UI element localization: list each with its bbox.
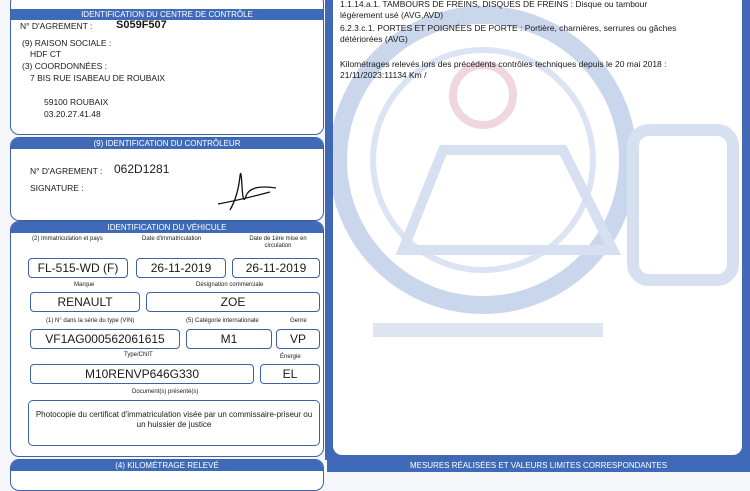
defect-line-3: 6.2.3.c.1. PORTES ET POIGNÉES DE PORTE : Portière, charnières, serrures ou gâches bbox=[340, 23, 677, 33]
documents-value: Photocopie du certificat d'immatriculation visée par un commissaire-priseur ou un huissier de justice bbox=[35, 410, 313, 429]
centre-agrement-value: S059F507 bbox=[116, 19, 167, 31]
marque-field: RENAULT bbox=[30, 292, 140, 312]
immat-field: FL-515-WD (F) bbox=[28, 258, 128, 278]
defect-line-1: 1.1.14.a.1. TAMBOURS DE FREINS, DISQUES DE FREINS : Disque ou tambour bbox=[340, 0, 648, 9]
date-mise-field: 26-11-2019 bbox=[232, 258, 320, 278]
controleur-header: (9) IDENTIFICATION DU CONTRÔLEUR bbox=[11, 138, 323, 149]
type-label: Type/CNIT bbox=[124, 352, 153, 358]
centre-header: IDENTIFICATION DU CENTRE DE CONTRÔLE bbox=[11, 9, 323, 20]
date-mise-label: Date de 1ère mise en circulation bbox=[249, 236, 307, 249]
address-line-1: 7 BIS RUE ISABEAU DE ROUBAIX bbox=[30, 73, 166, 83]
kilometrage-header: (4) KILOMÉTRAGE RELEVÉ bbox=[11, 460, 323, 471]
designation-label: Désignation commerciale bbox=[196, 282, 264, 288]
designation-field: ZOE bbox=[146, 292, 320, 312]
address-line-2: 59100 ROUBAIX bbox=[44, 97, 109, 107]
signature-scribble bbox=[210, 166, 280, 214]
controleur-agrement-value: 062D1281 bbox=[114, 162, 170, 176]
coordonnees-label: (3) COORDONNÉES : bbox=[22, 61, 108, 71]
categorie-label: (5) Catégorie internationale bbox=[186, 318, 259, 324]
vin-field: VF1AG000562061615 bbox=[30, 329, 180, 349]
raison-sociale-label: (9) RAISON SOCIALE : bbox=[22, 38, 112, 48]
genre-field: VP bbox=[276, 329, 320, 349]
documents-box bbox=[28, 400, 320, 446]
centre-agrement-label: N° D'AGREMENT : bbox=[20, 21, 93, 31]
km-history-line-2: 21/11/2023:11134 Km / bbox=[340, 70, 427, 80]
kilometrage-section bbox=[10, 459, 324, 491]
defect-line-2: légèrement usé (AVG,AVD) bbox=[340, 10, 444, 20]
marque-label: Marque bbox=[74, 282, 95, 288]
mesures-header: MESURES RÉALISÉES ET VALEURS LIMITES CORRESPONDANTES bbox=[327, 460, 750, 472]
phone-number: 03.20.27.41.48 bbox=[44, 109, 101, 119]
energie-field: EL bbox=[260, 364, 320, 384]
vin-label: (1) N° dans la série du type (VIN) bbox=[46, 318, 135, 324]
raison-sociale-value: HDF CT bbox=[30, 49, 62, 59]
vehicule-header: IDENTIFICATION DU VÉHICULE bbox=[11, 222, 323, 233]
defect-line-4: détériorées (AVG) bbox=[340, 34, 408, 44]
type-field: M10RENVP646G330 bbox=[30, 364, 254, 384]
immat-label: (2) Immatriculation et pays bbox=[32, 236, 103, 242]
date-immat-field: 26-11-2019 bbox=[136, 258, 226, 278]
documents-label: Document(s) présenté(s) bbox=[132, 389, 199, 395]
signature-label: SIGNATURE : bbox=[30, 183, 84, 193]
date-immat-label: Date d'immatriculation bbox=[142, 236, 202, 242]
genre-label: Genre bbox=[290, 318, 307, 324]
km-history-line-1: Kilométrages relevés lors des précédents contrôles techniques depuis le 20 mai 2018 : bbox=[340, 59, 667, 69]
controleur-agrement-label: N° D'AGREMENT : bbox=[30, 166, 103, 176]
categorie-field: M1 bbox=[186, 329, 272, 349]
energie-label: Énergie bbox=[280, 354, 301, 360]
